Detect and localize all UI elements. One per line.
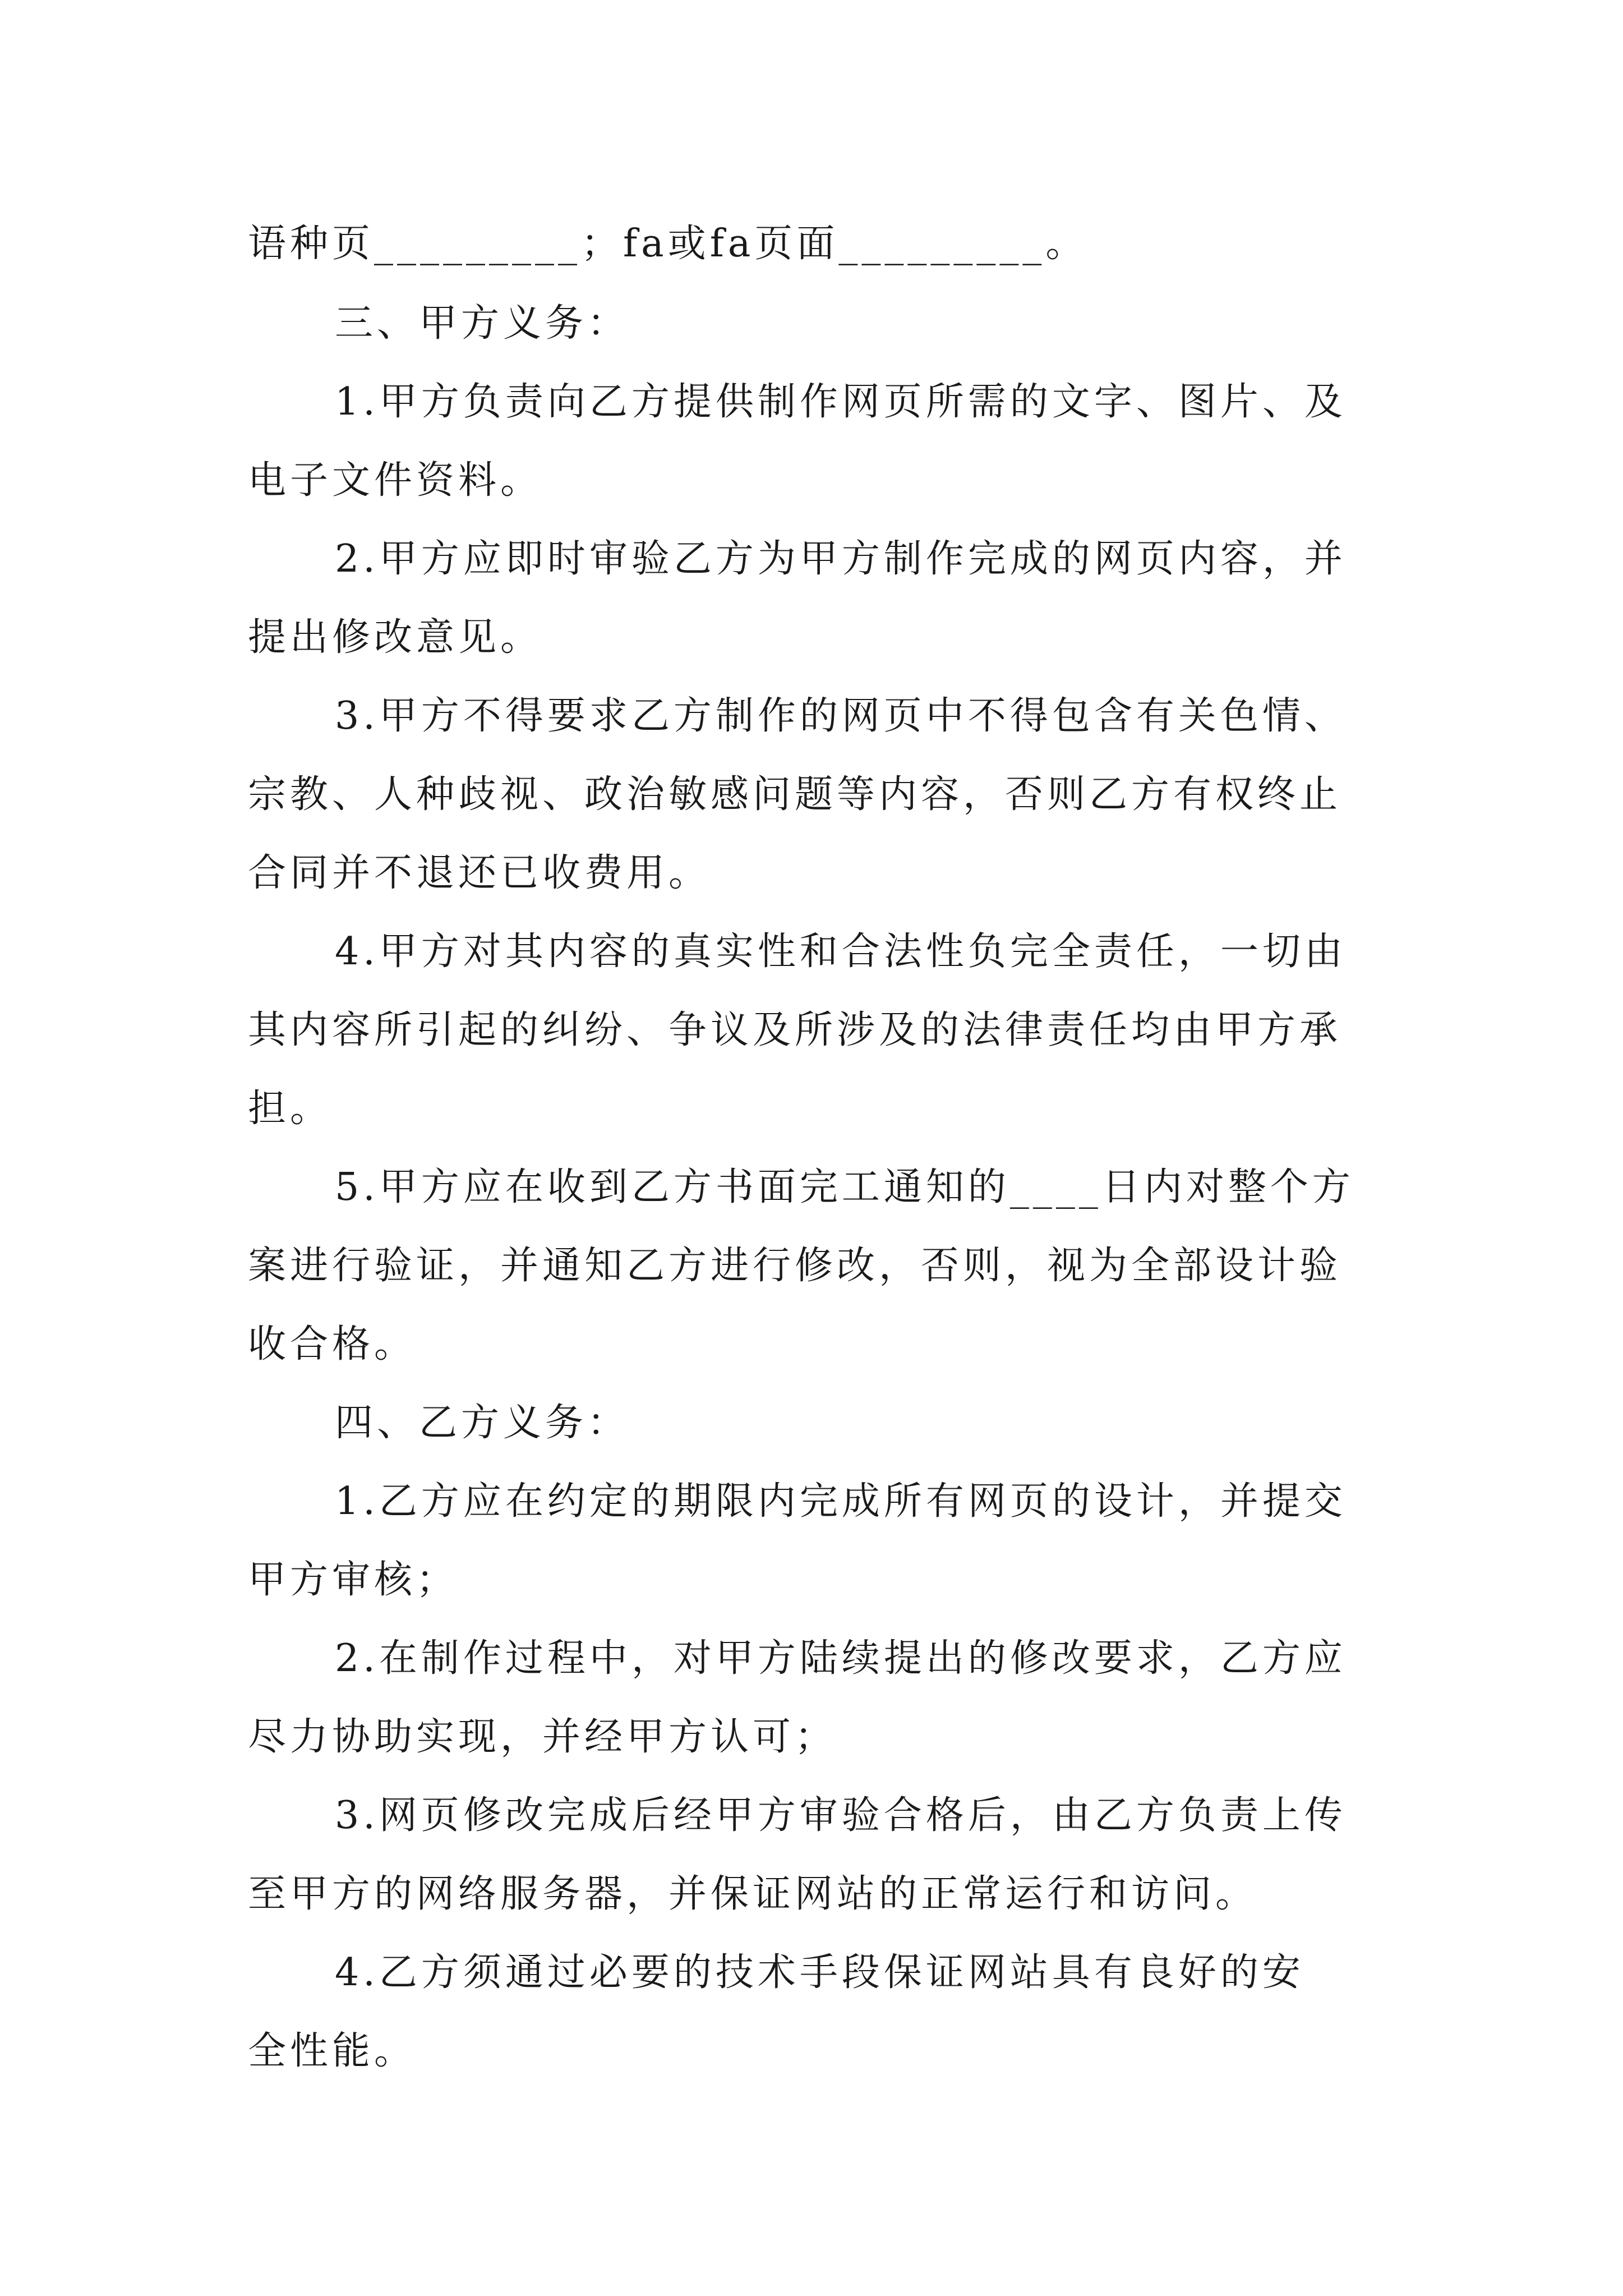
text-line: 5.甲方应在收到乙方书面完工通知的____日内对整个方 — [335, 1165, 1354, 1209]
text-line: 提出修改意见。 — [248, 615, 543, 660]
text-line: 收合格。 — [248, 1322, 417, 1366]
text-line: 4.甲方对其内容的真实性和合法性负完全责任，一切由 — [335, 930, 1347, 974]
text-line: 4.乙方须通过必要的技术手段保证网站具有良好的安 — [335, 1950, 1304, 1995]
text-line: 其内容所引起的纠纷、争议及所涉及的法律责任均由甲方承 — [248, 1008, 1342, 1052]
text-line: 宗教、人种歧视、政治敏感问题等内容，否则乙方有权终止 — [248, 772, 1342, 817]
text-line: 至甲方的网络服务器，并保证网站的正常运行和访问。 — [248, 1872, 1258, 1916]
text-line: 担。 — [248, 1087, 333, 1131]
text-line: 2.在制作过程中，对甲方陆续提出的修改要求，乙方应 — [335, 1636, 1347, 1681]
text-line: 3.甲方不得要求乙方制作的网页中不得包含有关色情、 — [335, 694, 1347, 738]
text-line: 1.乙方应在约定的期限内完成所有网页的设计，并提交 — [335, 1479, 1347, 1524]
text-line: 全性能。 — [248, 2029, 417, 2073]
text-line: 尽力协助实现，并经甲方认可； — [248, 1715, 837, 1759]
text-line: 案进行验证，并通知乙方进行修改，否则，视为全部设计验 — [248, 1244, 1342, 1288]
section-heading: 三、甲方义务： — [335, 301, 630, 346]
text-line: 3.网页修改完成后经甲方审验合格后，由乙方负责上传 — [335, 1793, 1347, 1838]
text-line: 2.甲方应即时审验乙方为甲方制作完成的网页内容，并 — [335, 537, 1347, 581]
text-line: 甲方审核； — [248, 1558, 459, 1602]
text-line: 电子文件资料。 — [248, 458, 543, 503]
text-line: 1.甲方负责向乙方提供制作网页所需的文字、图片、及 — [335, 380, 1347, 424]
text-line: 合同并不退还已收费用。 — [248, 851, 711, 895]
text-line: 语种页_________；fa或fa页面_________。 — [248, 222, 1088, 266]
section-heading: 四、乙方义务： — [335, 1401, 630, 1445]
